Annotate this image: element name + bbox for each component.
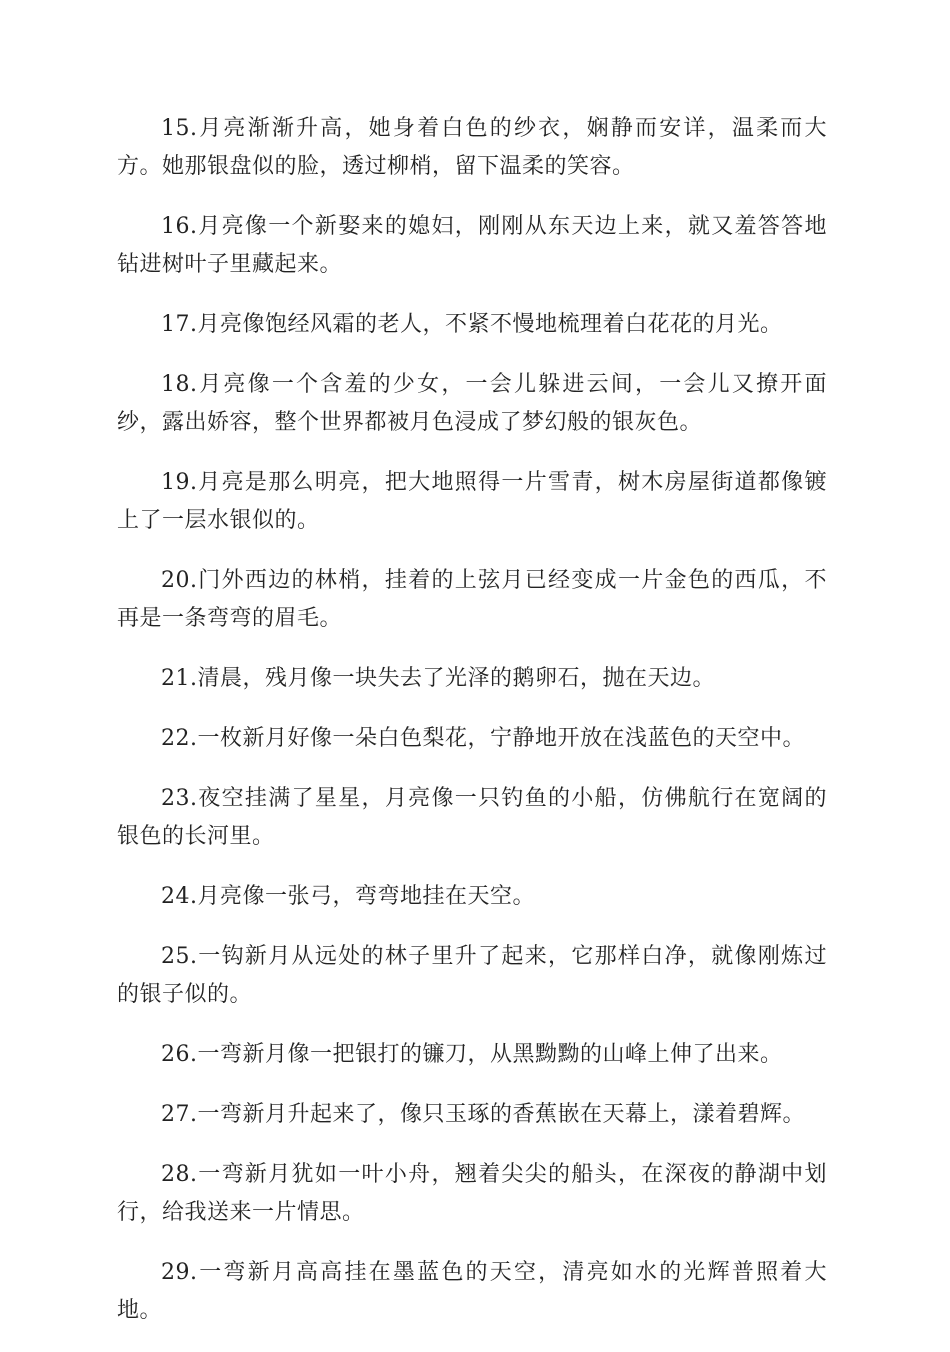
paragraph-22: 22.一枚新月好像一朵白色梨花，宁静地开放在浅蓝色的天空中。 [161, 726, 805, 751]
paragraph-16: 16.月亮像一个新娶来的媳妇，刚刚从东天边上来，就又羞答答地钻进树叶子里藏起来。 [117, 214, 827, 277]
paragraph-21: 21.清晨，残月像一块失去了光泽的鹅卵石，抛在天边。 [161, 666, 715, 691]
paragraph-29: 29.一弯新月高高挂在墨蓝色的天空，清亮如水的光辉普照着大地。 [117, 1260, 827, 1323]
paragraph-19: 19.月亮是那么明亮，把大地照得一片雪青，树木房屋街道都像镀上了一层水银似的。 [117, 470, 827, 533]
paragraph-23: 23.夜空挂满了星星，月亮像一只钓鱼的小船，仿佛航行在宽阔的银色的长河里。 [117, 786, 827, 849]
paragraph-15: 15.月亮渐渐升高，她身着白色的纱衣，娴静而安详，温柔而大方。她那银盘似的脸，透过柳梢，留下温柔的笑容。 [117, 116, 827, 179]
paragraph-17: 17.月亮像饱经风霜的老人，不紧不慢地梳理着白花花的月光。 [161, 312, 783, 337]
paragraph-18: 18.月亮像一个含羞的少女，一会儿躲进云间，一会儿又撩开面纱，露出娇容，整个世界都被月色浸成了梦幻般的银灰色。 [117, 372, 827, 435]
paragraph-28: 28.一弯新月犹如一叶小舟，翘着尖尖的船头，在深夜的静湖中划行，给我送来一片情思。 [117, 1162, 827, 1225]
paragraph-20: 20.门外西边的林梢，挂着的上弦月已经变成一片金色的西瓜，不再是一条弯弯的眉毛。 [117, 568, 827, 631]
paragraph-24: 24.月亮像一张弓，弯弯地挂在天空。 [161, 884, 535, 909]
document-body [117, 110, 827, 1352]
paragraph-27: 27.一弯新月升起来了，像只玉琢的香蕉嵌在天幕上，漾着碧辉。 [161, 1102, 805, 1127]
paragraph-25: 25.一钩新月从远处的林子里升了起来，它那样白净，就像刚炼过的银子似的。 [117, 944, 827, 1007]
paragraph-26: 26.一弯新月像一把银打的镰刀，从黑黝黝的山峰上伸了出来。 [161, 1042, 783, 1067]
